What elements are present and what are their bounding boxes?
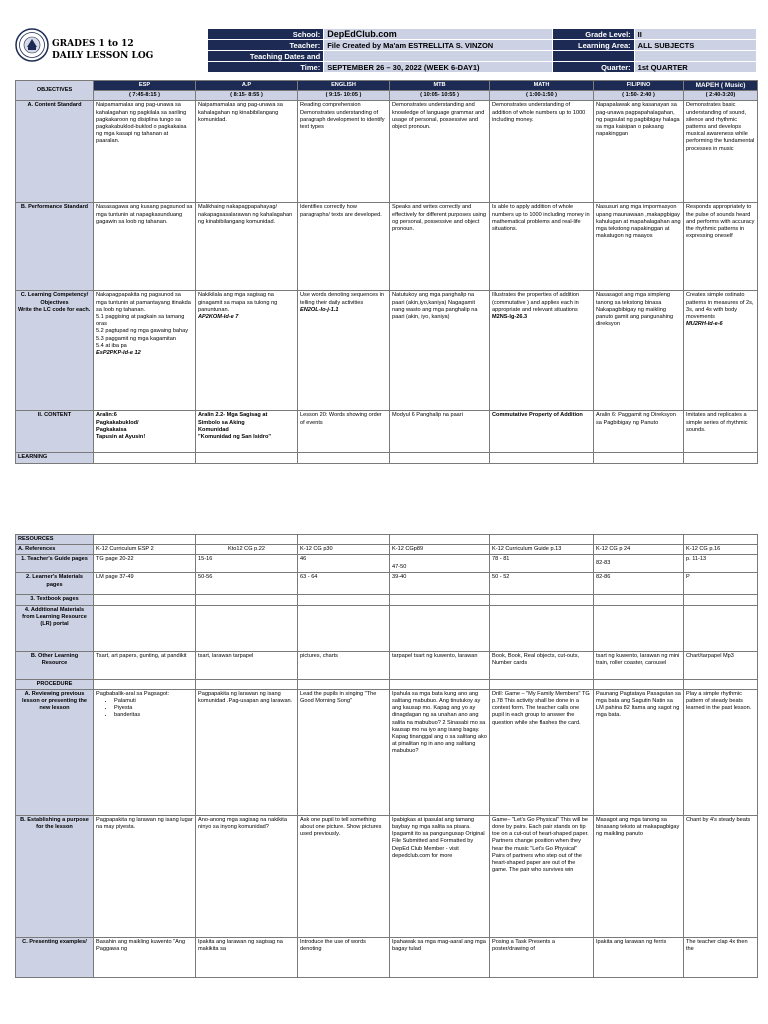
cell-math: 50 - 52 [490, 573, 594, 595]
cell-english [298, 453, 390, 463]
row-label: 3. Textbook pages [16, 595, 94, 605]
cell-esp [94, 689, 196, 815]
cell-math: Demonstrates understanding of addition of whole numbers up to 1000 including money. [490, 101, 594, 203]
cell-math [490, 605, 594, 651]
cell-ap: Malikhaing nakapagpapahayag/ nakapagsasalarawan ng kahalagahan ng kinabibilangang komunidad. [196, 203, 298, 291]
ap-content-line: Simbolo sa Aking [198, 419, 245, 426]
cell-esp: Tsart, art papers, gunting, at pandikit [94, 651, 196, 679]
learning-row [16, 453, 758, 463]
cell-ap: Kto12 CG p.22 [196, 545, 298, 555]
cell-mapeh: Play a simple rhythmic pattern of steady beats learned in the past lesson. [684, 689, 758, 815]
cell-ap: Ipakita ang larawan ng sagisag na makikita sa [196, 937, 298, 977]
cell-mapeh: Responds appropriately to the pulse of sounds heard and performs with accuracy the rhythmic patterns in expressing oneself [684, 203, 758, 291]
textbook-row [16, 595, 758, 605]
dates-value: SEPTEMBER 26 – 30, 2022 (WEEK 6-DAY1) [324, 62, 553, 73]
references-row [16, 545, 758, 555]
cell-math [490, 453, 594, 463]
page-1 [0, 0, 768, 470]
cell-english: Ask one pupil to tell something about one picture. Show pictures used previously. [298, 815, 390, 937]
dates-blank [324, 51, 553, 62]
subject-math: MATH [490, 81, 594, 91]
dates-label [208, 51, 324, 62]
cell-math [490, 291, 594, 411]
quarter-label: Quarter: [552, 62, 634, 73]
cell-esp: Nasasagawa ang kusang pagsunod sa mga tuntunin at napagkasunduang gagawin sa loob ng tahanan. [94, 203, 196, 291]
objectives-label: OBJECTIVES [16, 81, 94, 101]
math-competency: Illustrates the properties of addition (commutative ) and applies each in appropriate and relevant situations [492, 292, 580, 313]
row-label: A. Reviewing previous lesson or presenting the new lesson [16, 689, 94, 815]
cell-esp: Pagpapakita ng larawan ng isang lugar na may piyesta. [94, 815, 196, 937]
list-item: • Piyesta [114, 705, 193, 712]
cell-filipino: Ipakita ang larawan ng ferris [594, 937, 684, 977]
cell-english: Identifies correctly how paragraphs/ texts are developed. [298, 203, 390, 291]
cell-mapeh [684, 679, 758, 689]
cell-mtb [390, 605, 490, 651]
teacher-label: Teacher: [208, 40, 324, 51]
cell-english: Reading comprehension Demonstrates understanding of paragraph development to identify text types [298, 101, 390, 203]
cell-math [490, 679, 594, 689]
cell-ap: 50-56 [196, 573, 298, 595]
cell-mtb [390, 453, 490, 463]
cell-filipino: Nasusuri ang mga impormasyon upang maunawaan ,makapgbigay kahulugan at mapahalagahan ang mga tekstong napakinggan at makatugon ng maayos [594, 203, 684, 291]
title-line-2: DAILY LESSON LOG [52, 51, 154, 61]
cell-mtb [390, 595, 490, 605]
cell-math [490, 595, 594, 605]
time-filipino: ( 1:50- 2:40 ) [594, 91, 684, 101]
cell-esp [94, 453, 196, 463]
cell-mapeh [684, 605, 758, 651]
row-label: LEARNING [16, 453, 94, 463]
cell-filipino: Aralin 6: Paggamit ng Direksyon sa Pagbibigay ng Panuto [594, 411, 684, 453]
esp-content-line: Pagkakabuklod/ [96, 419, 139, 426]
resources-row [16, 535, 758, 545]
cell-mtb: K-12 CGp89 [390, 545, 490, 555]
content-row [16, 411, 758, 453]
cell-mapeh: Chant by 4's steady beats [684, 815, 758, 937]
ap-content-line: Aralin 2.2- Mga Sagisag at [198, 412, 268, 419]
cell-math: Book, Book, Real objects, cut-outs, Number cards [490, 651, 594, 679]
grade-value: II [634, 29, 756, 40]
math-lc-code: M2NS-Ig-26.3 [492, 314, 528, 321]
cell-mtb [390, 679, 490, 689]
cell-ap: Ano-anong mga sagisag na nakikita ninyo sa inyong komunidad? [196, 815, 298, 937]
esp-review-intro: Pagbabalik-aral sa Pagsagot: [96, 690, 170, 697]
competency-row [16, 291, 758, 411]
teachers-guide-row [16, 555, 758, 573]
row-label: B. Performance Standard [16, 203, 94, 291]
cell-esp: Basahin ang maikling kuwento "Ang Paggawa ng [94, 937, 196, 977]
time-label: Time: [208, 62, 324, 73]
esp-content-line: Tapusin at Ayusin! [96, 434, 146, 441]
header-info-table [207, 28, 757, 73]
cell-ap: tsart, larawan tarpapel [196, 651, 298, 679]
row-label: 4. Additional Materials from Learning Resource (LR) portal [16, 605, 94, 651]
esp-review-list [96, 698, 193, 720]
cell-mapeh [684, 453, 758, 463]
cell-mapeh: K-12 CG p.16 [684, 545, 758, 555]
cell-english: 63 - 64 [298, 573, 390, 595]
reviewing-row [16, 689, 758, 815]
row-label: A. Content Standard [16, 101, 94, 203]
subject-header-row [16, 81, 758, 91]
cell-ap [196, 679, 298, 689]
cell-english: pictures, charts [298, 651, 390, 679]
cell-mtb: 47-50 [390, 555, 490, 573]
row-label: II. CONTENT [16, 411, 94, 453]
cell-filipino: Nasasagot ang mga simpleng tanong sa tekstong binasa Nakapagbibigay ng maikling panuto gamit ang pangunahing direksyon [594, 291, 684, 411]
cell-mtb [390, 535, 490, 545]
row-label: C. Presenting examples/ [16, 937, 94, 977]
esp-content-line: Aralin:6 [96, 412, 117, 419]
subject-mtb: MTB [390, 81, 490, 91]
blank-value [634, 51, 756, 62]
cell-english [298, 679, 390, 689]
cell-filipino: 82-83 [594, 555, 684, 573]
cell-esp [94, 595, 196, 605]
procedure-row [16, 679, 758, 689]
cell-english [298, 595, 390, 605]
cell-filipino [594, 453, 684, 463]
additional-materials-row [16, 605, 758, 651]
presenting-row [16, 937, 758, 977]
cell-math [490, 535, 594, 545]
time-mtb: ( 10:05- 10:55 ) [390, 91, 490, 101]
performance-standard-row [16, 203, 758, 291]
cell-ap [196, 453, 298, 463]
cell-ap [196, 605, 298, 651]
subject-mapeh: MAPEH ( Music) [684, 81, 758, 91]
subject-ap: A.P [196, 81, 298, 91]
cell-esp [94, 535, 196, 545]
cell-esp: K-12 Curriculum ESP 2 [94, 545, 196, 555]
cell-ap: 15-16 [196, 555, 298, 573]
cell-english: Introduce the use of words denoting [298, 937, 390, 977]
mapeh-competency: Creates simple ostinato patterns in measures of 2s, 3s, and 4s with body movements [686, 292, 754, 321]
cell-esp [94, 679, 196, 689]
school-value: DepEdClub.com [324, 29, 553, 40]
ap-content-line: Komunidad [198, 426, 229, 433]
cell-esp: Naipamamalas ang pag-unawa sa kahalagahan ng pagkilala sa sariling pagkakaroon ng disiplina tungo sa pagkakabuklod-buklod o pagkakaisa ng mga kasapi ng tahanan at paaralan. [94, 101, 196, 203]
cell-math: Drill: Game – "My Family Members" TG p.78 This activity shall be done in a contest form. The teacher calls one pupil in each group to answer the question while she flashes the card. [490, 689, 594, 815]
cell-mtb: Ipahula sa mga bata kung ano ang salitang mabubuo. Ang tinutukoy ay ang kausap mo. Kapag ang yo ay dinagdagan ng sa unahan ano ang salita na mabubuo? 2 Sinasabi mo sa kausap mo na iyo ang isang bagay. Kapag tinanggal ang o sa salitang ako at pinalitan ng in ano ang salitang mabubuo? [390, 689, 490, 815]
cell-english [298, 291, 390, 411]
row-label: PROCEDURE [16, 679, 94, 689]
cell-english: 46 [298, 555, 390, 573]
log-title [52, 38, 153, 62]
deped-seal-icon [15, 28, 49, 62]
cell-english [298, 535, 390, 545]
grade-label: Grade Level: [552, 29, 634, 40]
esp-item: 5.2 pagtupad ng mga gawaing bahay [96, 328, 189, 335]
time-esp: ( 7:45-8:15 ) [94, 91, 196, 101]
dates-label-line1: Teaching Dates and [249, 51, 321, 61]
cell-esp [94, 605, 196, 651]
time-mapeh: ( 2:40-3:20) [684, 91, 758, 101]
header [15, 28, 757, 72]
row-label: B. Establishing a purpose for the lesson [16, 815, 94, 937]
cell-filipino [594, 605, 684, 651]
row-label: 1. Teacher's Guide pages [16, 555, 94, 573]
cell-mapeh: Imitates and replicates a simple series of rhythmic sounds. [684, 411, 758, 453]
cell-mapeh [684, 595, 758, 605]
row-label: 2. Learner's Materials pages [16, 573, 94, 595]
cell-mtb: Speaks and writes correctly and effectively for different purposes using og personal, possessive and object pronoun. [390, 203, 490, 291]
time-ap: ( 8:15- 8:55 ) [196, 91, 298, 101]
cell-esp: LM page 37-49 [94, 573, 196, 595]
resources-table [15, 534, 758, 978]
cell-mtb: Demonstrates understanding and knowledge of language grammar and usage of personal, possessive and object pronoun. [390, 101, 490, 203]
ap-content-line: "Komunidad ng San Isidro" [198, 434, 272, 441]
cell-mtb: Ipahawak sa mga mag-aaral ang mga bagay tulad [390, 937, 490, 977]
cell-mapeh: Chart/tarpapel Mp3 [684, 651, 758, 679]
mapeh-lc-code: MU2RH-Id-e-6 [686, 321, 723, 328]
cell-esp [94, 411, 196, 453]
subject-esp: ESP [94, 81, 196, 91]
list-item: • banderitas [114, 712, 193, 719]
time-row [16, 91, 758, 101]
time-math: ( 1:00-1:50 ) [490, 91, 594, 101]
quarter-value: 1st QUARTER [634, 62, 756, 73]
cell-filipino [594, 535, 684, 545]
cell-mapeh: The teacher clap 4x then the [684, 937, 758, 977]
cell-filipino [594, 679, 684, 689]
blank-label [552, 51, 634, 62]
esp-item: 5.4 at iba pa [96, 342, 127, 349]
cell-esp: TG page 20-22 [94, 555, 196, 573]
english-competency: Use words denoting sequences in telling their daily activities [300, 292, 384, 306]
cell-english [298, 605, 390, 651]
cell-ap [196, 411, 298, 453]
cell-filipino: 82-86 [594, 573, 684, 595]
cell-math: Is able to apply addition of whole numbers up to 1000 including money in mathematical problems and real-life situations. [490, 203, 594, 291]
ap-competency: Nakikilala ang mga sagisag na ginagamit sa mapa sa tulong ng panuntunan. [198, 292, 278, 313]
subject-english: ENGLISH [298, 81, 390, 91]
cell-mtb: Natutukoy ang mga panghalip na paari (akin,iyo,kaniya) Nagagamit nang wasto ang mga panghalip na paari (akin, iyo, kaniya) [390, 291, 490, 411]
esp-competency: Nakapagpapakita ng pagsunod sa mga tuntunin at pamantayang itinakda sa loob ng tahanan. [96, 292, 191, 313]
page-gap [0, 470, 768, 530]
learners-materials-row [16, 573, 758, 595]
cell-ap: Pagpapakita ng larawan ng isang komunidad .Pag-usapan ang larawan. [196, 689, 298, 815]
cell-mapeh: p. 11-13 [684, 555, 758, 573]
cell-ap [196, 291, 298, 411]
school-label: School: [208, 29, 324, 40]
english-lc-code: EN2OL-Io-j-1.1 [300, 306, 339, 313]
cell-mtb: Modyul 6 Panghalip na paari [390, 411, 490, 453]
cell-mapeh [684, 291, 758, 411]
title-line-1: GRADES 1 to 12 [52, 39, 134, 49]
subject-filipino: FILIPINO [594, 81, 684, 91]
cell-ap: Naipamamalas ang pag-unawa sa kahalagahan ng kinabibilangang komunidad. [196, 101, 298, 203]
row-label: A. References [16, 545, 94, 555]
cell-mtb: tarpapel tsart ng kuwento, larawan [390, 651, 490, 679]
cell-mapeh: P [684, 573, 758, 595]
ap-lc-code: AP2KOM-Id-e 7 [198, 314, 239, 321]
esp-lc-code: EsP2PKP-Id-e 12 [96, 350, 141, 357]
competency-label-sub: Write the LC code for each. [18, 306, 91, 313]
time-english: ( 9:15- 10:05 ) [298, 91, 390, 101]
cell-filipino: Masagot ang mga tanong sa binasang teksto at makapagbigay ng maikling panuto [594, 815, 684, 937]
teacher-value: File Created by Ma'am ESTRELLITA S. VINZON [324, 40, 553, 51]
objectives-table [15, 80, 758, 464]
list-item: • Palamuti [114, 698, 193, 705]
esp-item: 5.3 paggamit ng mga kagamitan [96, 335, 176, 342]
cell-filipino: K-12 CG p 24 [594, 545, 684, 555]
cell-esp [94, 291, 196, 411]
page-2 [0, 530, 768, 1024]
row-label: RESOURCES [16, 535, 94, 545]
cell-math: 78 - 81 [490, 555, 594, 573]
other-resources-row [16, 651, 758, 679]
cell-math: Game– "Let's Go Physical" This will be done by pairs. Each pair stands on tip toe on a cut-out of heart-shaped paper. Partners change position when they hear the music "Let's Go Physical" Pairs of partners who step out of the heart-shaped paper are out of the game. The pair who survives win [490, 815, 594, 937]
cell-filipino: Napapalawak ang kasanayan sa pag-unawa pagpapahalagahan, ng pagsulat ng pagbibigay halaga sa mga kaisipan o paksang napakinggan [594, 101, 684, 203]
area-value: ALL SUBJECTS [634, 40, 756, 51]
row-label: B. Other Learning Resource [16, 651, 94, 679]
cell-math: Posing a Task Presents a poster/drawing of [490, 937, 594, 977]
row-label [16, 291, 94, 411]
establishing-row [16, 815, 758, 937]
cell-english: Lesson 20: Words showing order of events [298, 411, 390, 453]
competency-label-main: C. Learning Competency/ Objectives [20, 292, 89, 306]
content-standard-row [16, 101, 758, 203]
cell-filipino [594, 595, 684, 605]
cell-mtb: Ipabigkas at ipasulat ang tamang baybay ng mga salita sa pisara. Ipagamit ito sa pangungusap Original File Submitted and Formatted by DepEd Club Member - visit depedclub.com for more [390, 815, 490, 937]
cell-english: Lead the pupils in singing "The Good Morning Song" [298, 689, 390, 815]
cell-math: K-12 Curriculum Guide p.13 [490, 545, 594, 555]
cell-mapeh: Demonstrates basic understanding of sound, silence and rhythmic patterns and develops musical awareness while performing the fundamental processes in music [684, 101, 758, 203]
cell-english: K-12 CG p30 [298, 545, 390, 555]
area-label: Learning Area: [552, 40, 634, 51]
esp-item: 5.1 paggising at pagkain sa tamang oras [96, 314, 185, 328]
cell-mtb: 39-40 [390, 573, 490, 595]
cell-math: Commutative Property of Addition [490, 411, 594, 453]
cell-filipino: tsart ng kuwento, larawan ng mini train, roller coaster, carousel [594, 651, 684, 679]
cell-filipino: Paunang Pagtataya Pasagutan sa mga bata ang Sagutin Natin sa LM pahina 82 Itama ang sagot ng mga bata. [594, 689, 684, 815]
cell-ap [196, 535, 298, 545]
esp-content-line: Pagkakaisa [96, 426, 127, 433]
cell-mapeh [684, 535, 758, 545]
cell-ap [196, 595, 298, 605]
